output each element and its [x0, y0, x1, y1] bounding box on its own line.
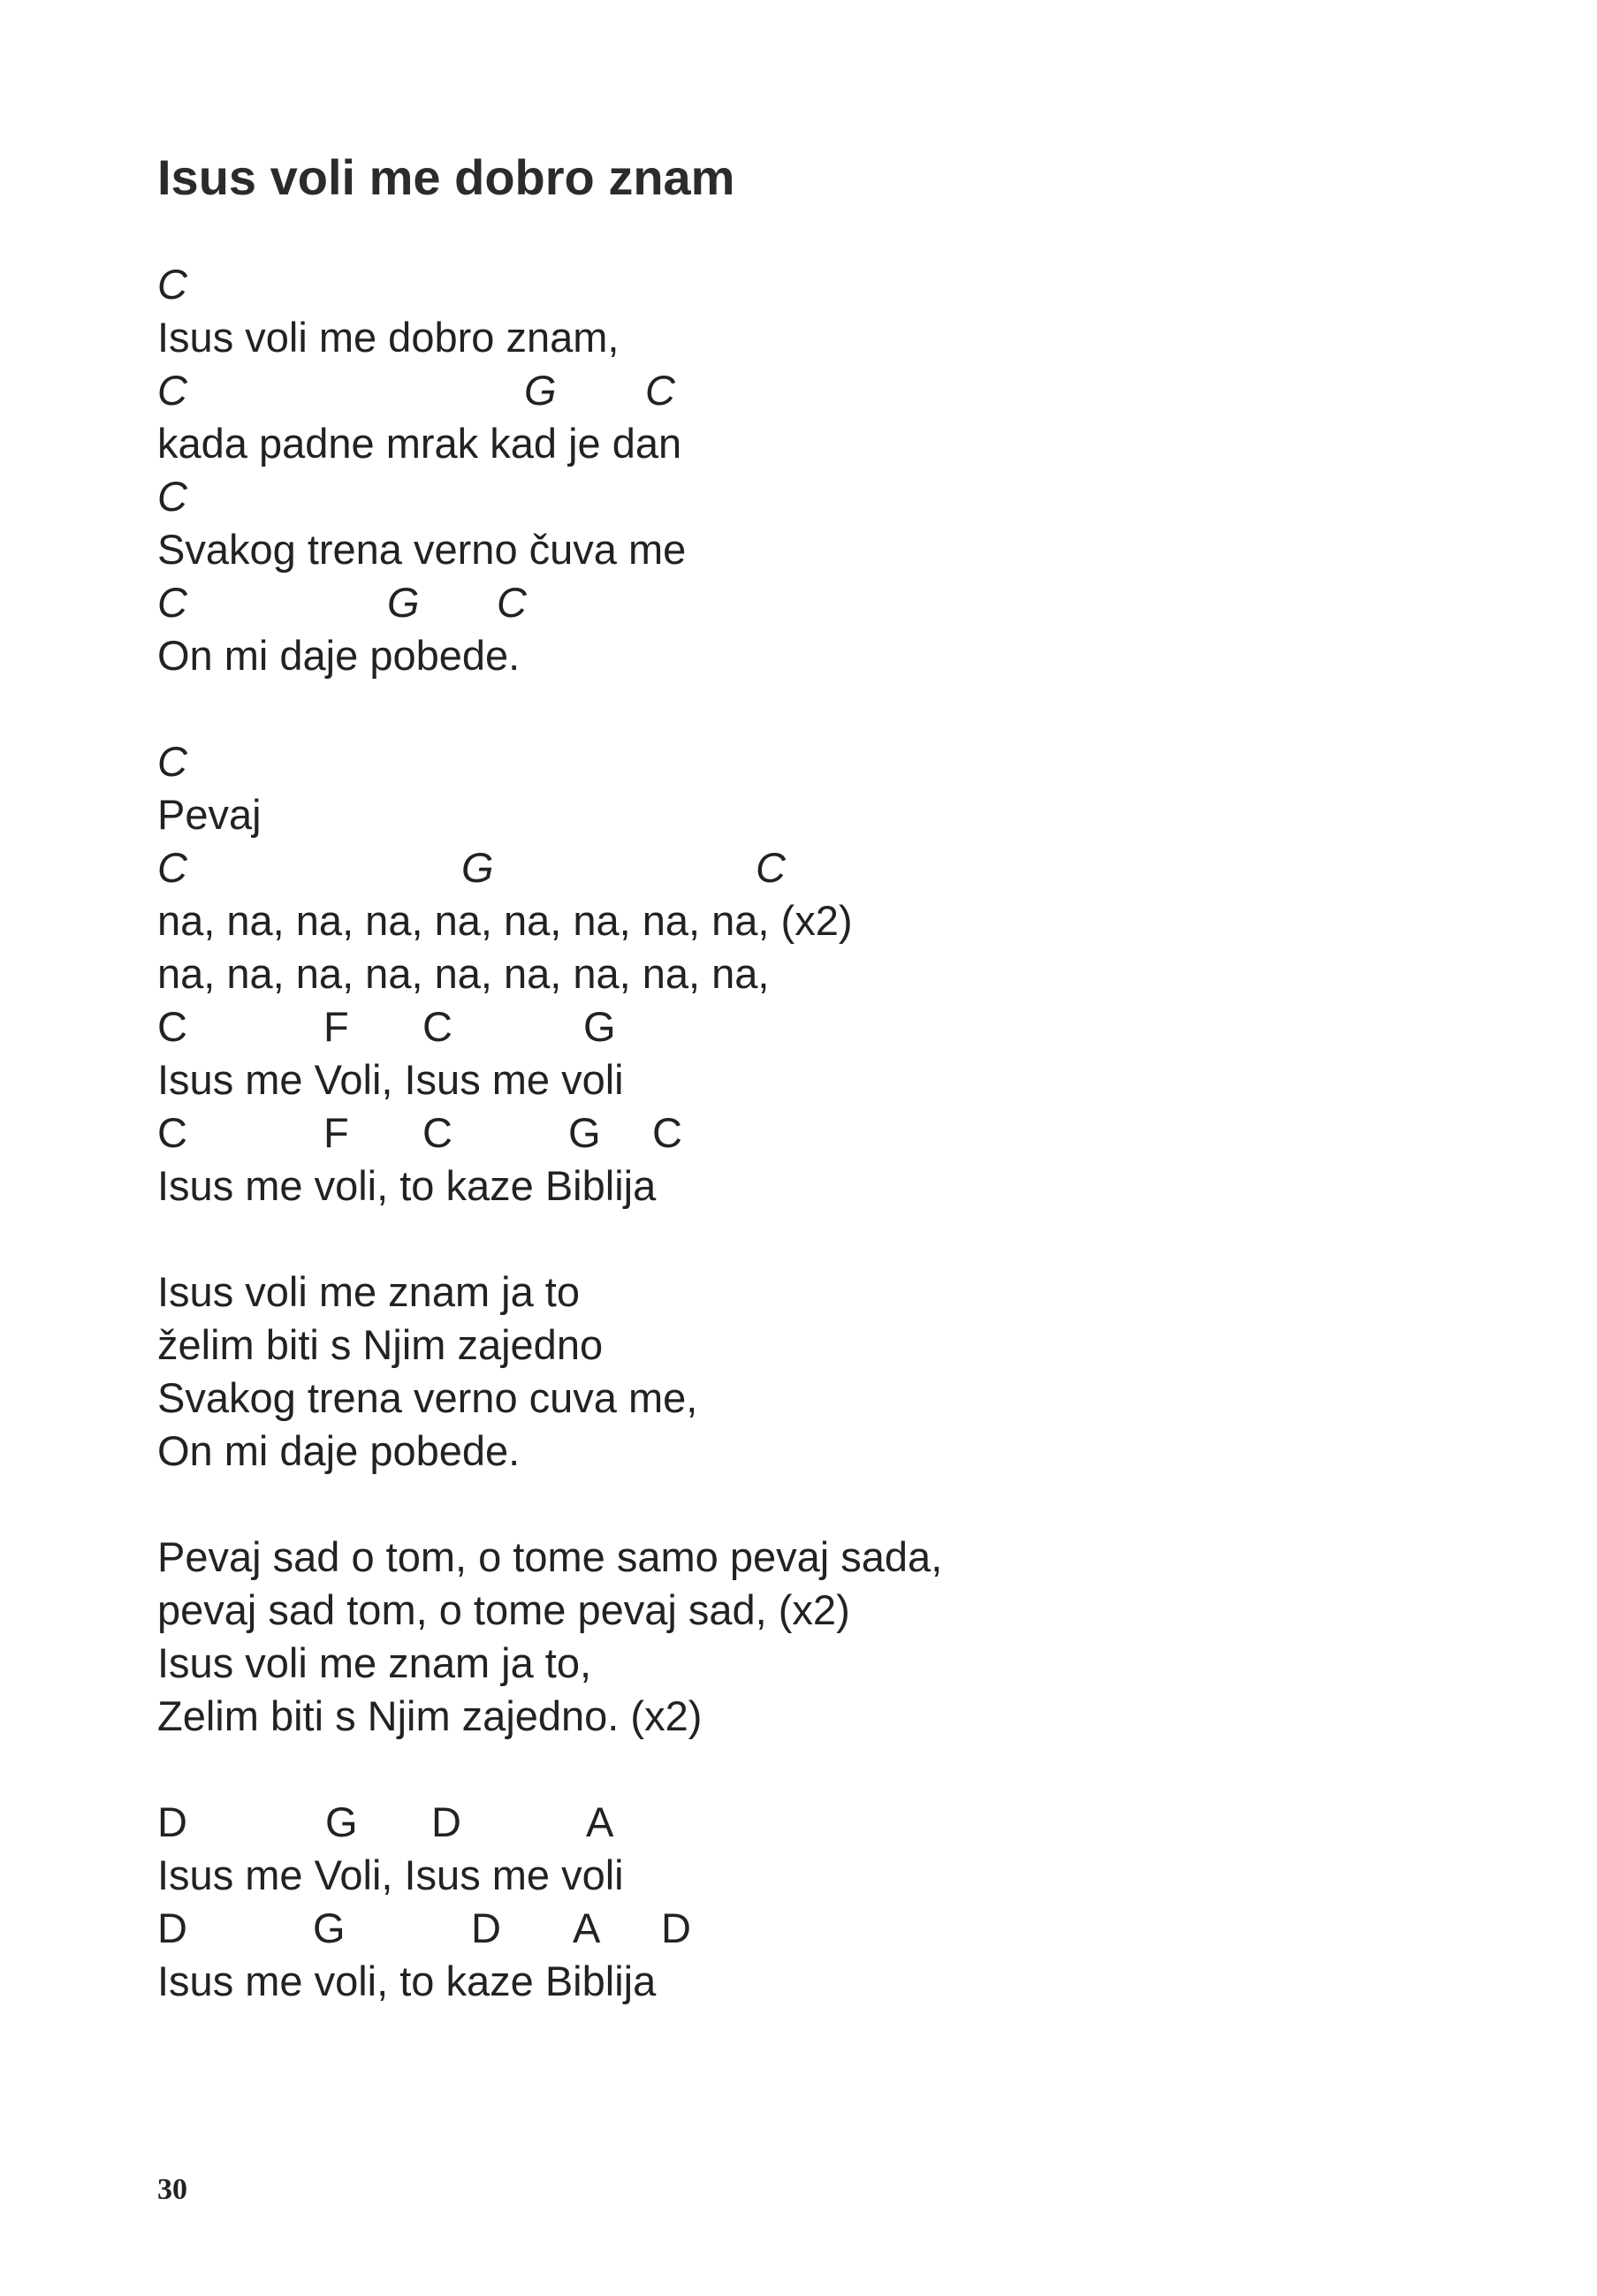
lyric-line: Isus me Voli, Isus me voli — [157, 1056, 624, 1103]
chord-symbol: C — [157, 579, 187, 626]
chord-symbol: F — [323, 1003, 349, 1050]
chord-symbol: G — [461, 844, 494, 891]
chord-symbol: C — [157, 473, 187, 520]
chord-symbol: A — [573, 1904, 601, 1951]
chord-symbol: G — [568, 1109, 601, 1156]
chord-symbol: C — [157, 261, 187, 308]
chord-symbol: C — [756, 844, 786, 891]
lyric-line: Zelim biti s Njim zajedno. (x2) — [157, 1692, 703, 1739]
chord-symbol: D — [157, 1798, 187, 1845]
chord-group — [157, 576, 1218, 629]
chord-symbol: C — [422, 1109, 452, 1156]
chord-symbol: G — [583, 1003, 616, 1050]
chord-symbol: C — [157, 367, 187, 414]
lyric-line: pevaj sad tom, o tome pevaj sad, (x2) — [157, 1586, 850, 1633]
chord-group — [157, 1106, 1218, 1159]
chord-symbol: C — [422, 1003, 452, 1050]
lyric-line: Svakog trena verno cuva me, — [157, 1374, 698, 1421]
chord-symbol: G — [524, 367, 557, 414]
chord-symbol: C — [157, 1003, 187, 1050]
lyric-line: Isus me voli, to kaze Biblija — [157, 1958, 657, 2004]
chord-symbol: G — [325, 1798, 358, 1845]
lyric-line: On mi daje pobede. — [157, 632, 521, 679]
chord-symbol: C — [497, 579, 527, 626]
lyric-line: Isus voli me znam ja to, — [157, 1639, 592, 1686]
chord-symbol: D — [661, 1904, 691, 1951]
page-number: 30 — [157, 2173, 187, 2206]
lyric-line: na, na, na, na, na, na, na, na, na, — [157, 950, 770, 997]
chord-group — [157, 735, 1218, 788]
lyric-line: Isus me Voli, Isus me voli — [157, 1851, 624, 1898]
lyric-line: Pevaj sad o tom, o tome samo pevaj sada, — [157, 1533, 943, 1580]
lyric-line: Svakog trena verno čuva me — [157, 526, 687, 573]
chord-symbol: G — [313, 1904, 346, 1951]
chord-group — [157, 1902, 1218, 1955]
lyric-line: Isus voli me dobro znam, — [157, 314, 620, 361]
lyric-line: Pevaj — [157, 791, 262, 838]
chord-symbol: D — [157, 1904, 187, 1951]
chord-symbol: D — [431, 1798, 461, 1845]
chord-group — [157, 841, 1218, 894]
chord-symbol: C — [157, 738, 187, 785]
chord-group — [157, 470, 1218, 523]
chord-group — [157, 364, 1218, 417]
chord-symbol: G — [387, 579, 420, 626]
chord-symbol: C — [652, 1109, 682, 1156]
lyric-line: želim biti s Njim zajedno — [157, 1321, 604, 1368]
chord-symbol: C — [157, 844, 187, 891]
chord-group — [157, 1796, 1218, 1849]
chord-symbol: C — [645, 367, 675, 414]
chord-group — [157, 1000, 1218, 1053]
chord-symbol: D — [471, 1904, 501, 1951]
lyric-line: kada padne mrak kad je dan — [157, 420, 682, 467]
chord-group — [157, 258, 1218, 311]
lyric-line: na, na, na, na, na, na, na, na, na, (x2) — [157, 897, 853, 944]
song-title: Isus voli me dobro znam — [157, 149, 735, 205]
lyric-line: Isus me voli, to kaze Biblija — [157, 1162, 657, 1209]
chord-symbol: A — [586, 1798, 614, 1845]
chord-symbol: C — [157, 1109, 187, 1156]
chord-symbol: F — [323, 1109, 349, 1156]
lyric-line: Isus voli me znam ja to — [157, 1268, 581, 1315]
lyric-line: On mi daje pobede. — [157, 1427, 521, 1474]
